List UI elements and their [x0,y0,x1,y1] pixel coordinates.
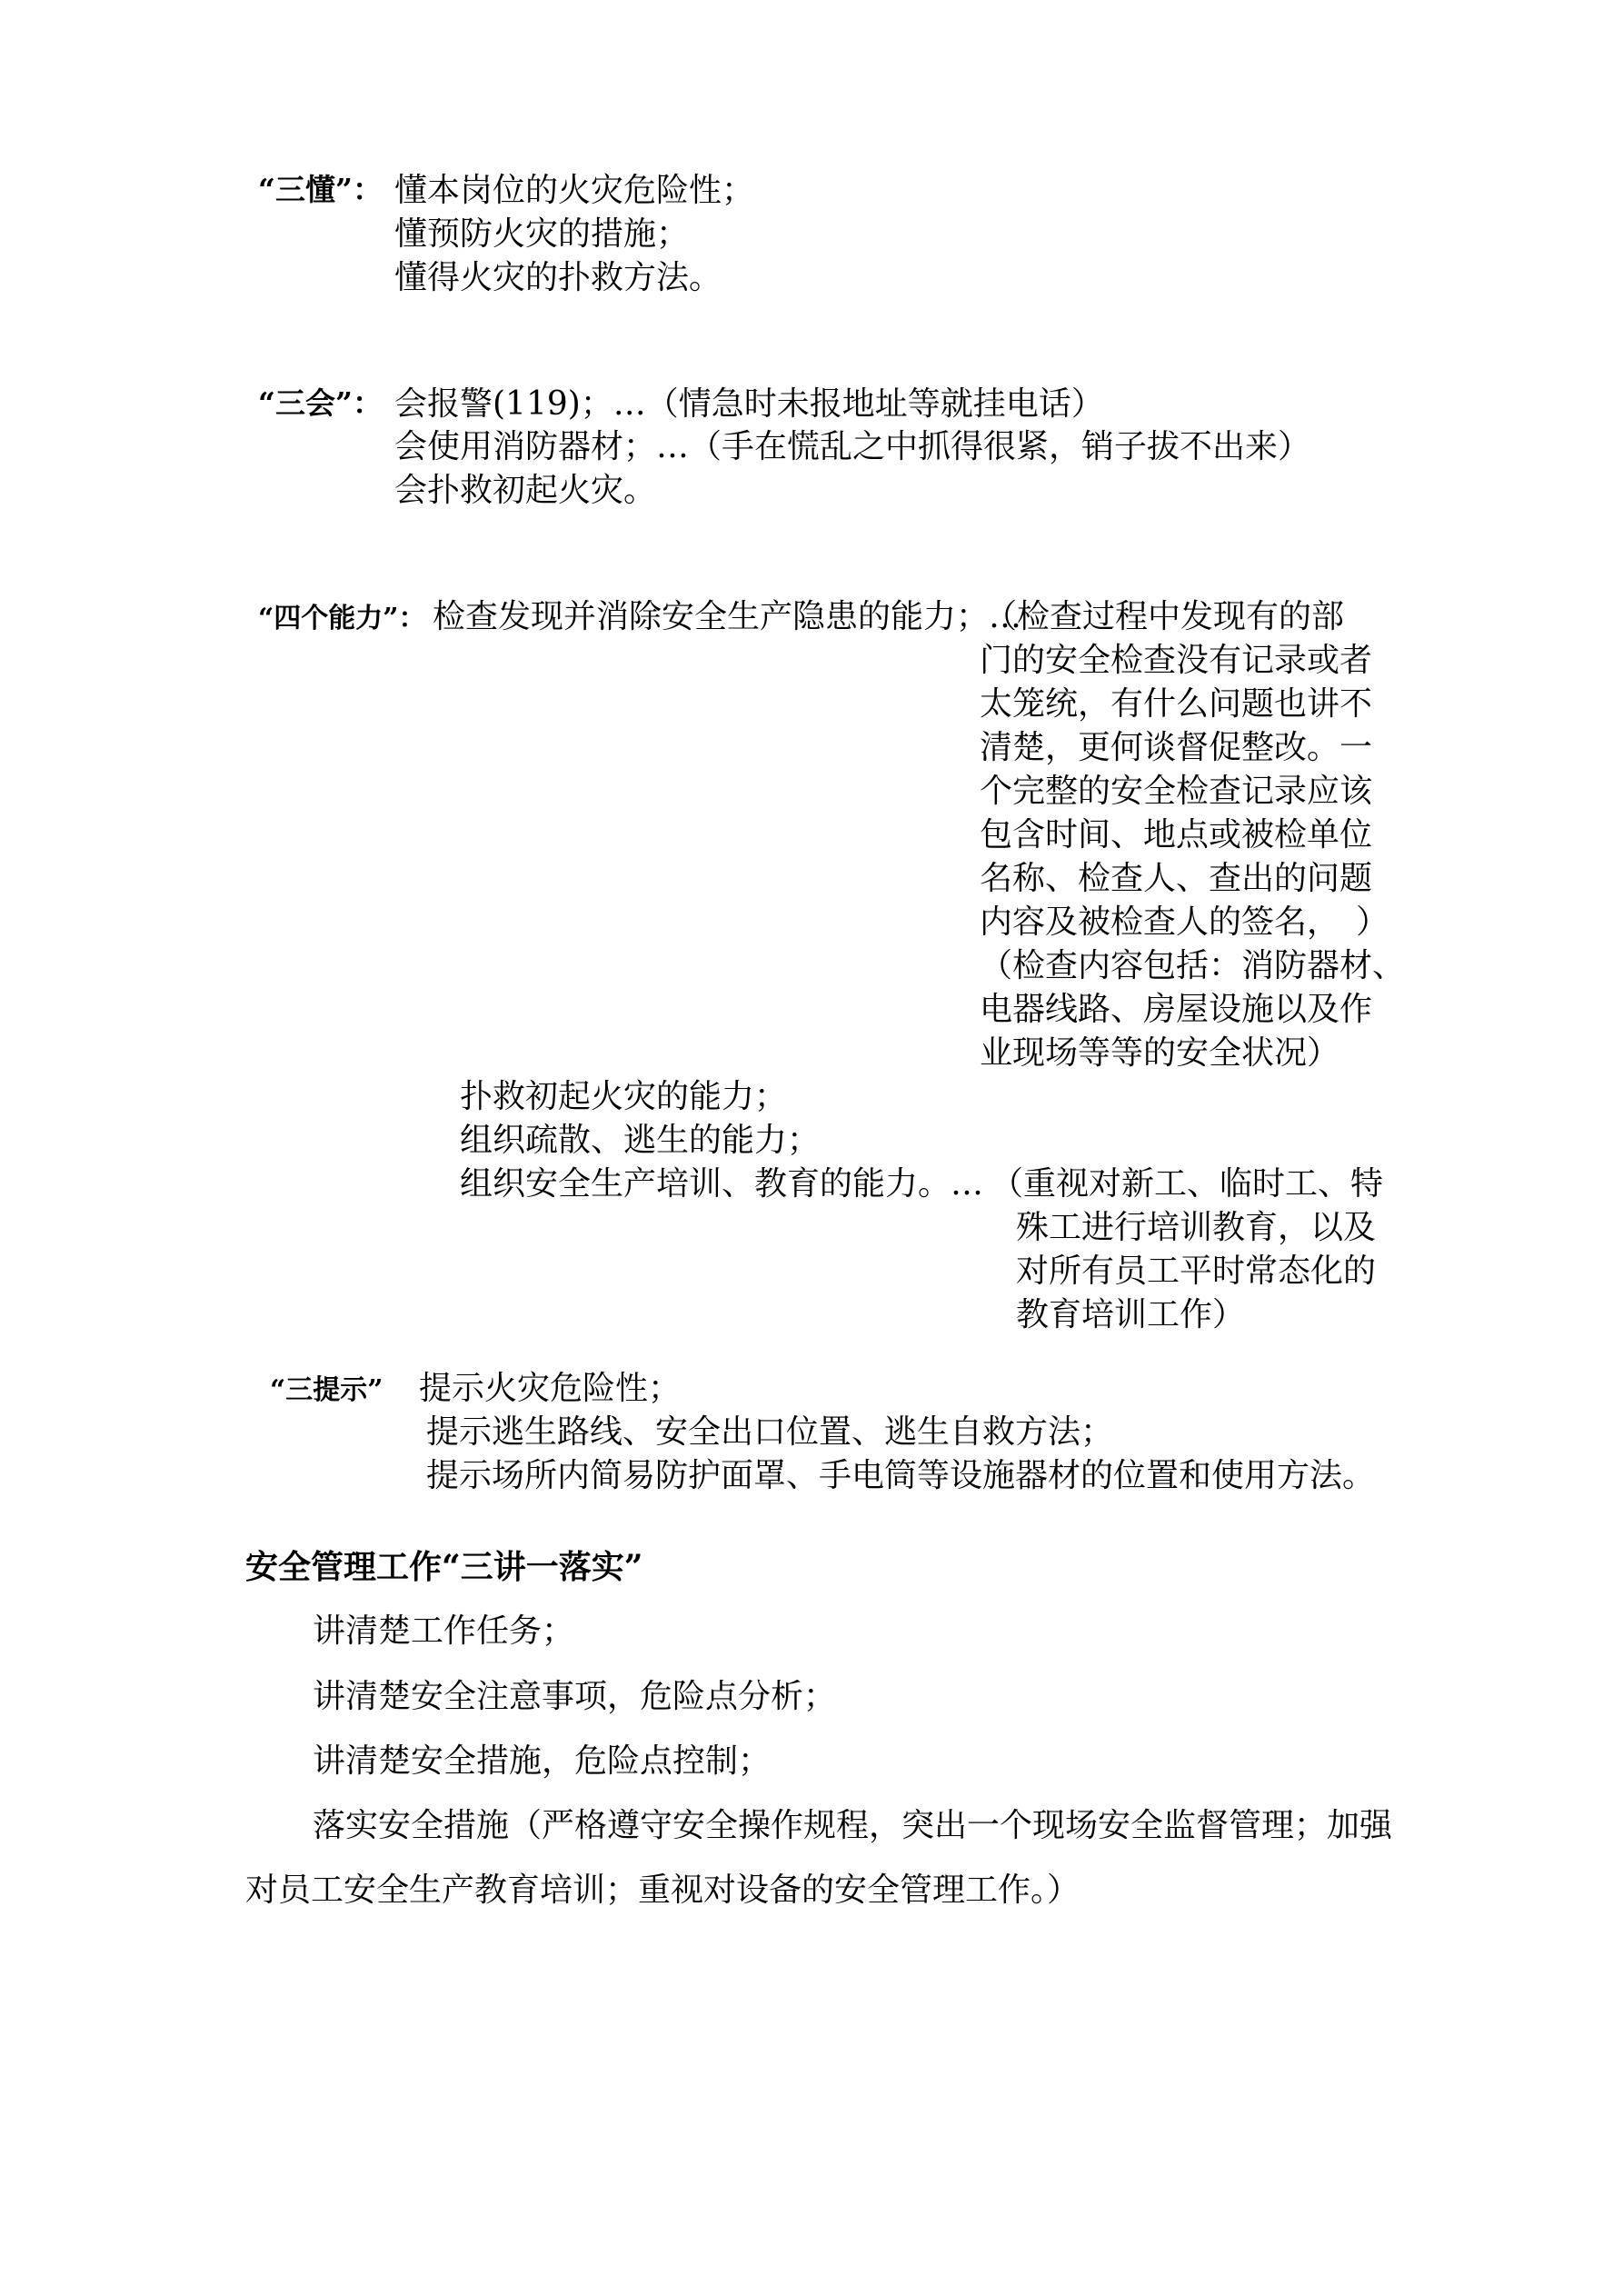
nengli-item-4-note: 对所有员工平时常态化的 [1016,1253,1377,1290]
guanli-item: 讲清楚安全注意事项，危险点分析； [313,1678,837,1715]
nengli-item-4: 组织安全生产培训、教育的能力。… [460,1165,984,1203]
nengli-item-1-note: （检查过程中发现有的部 [984,598,1345,635]
nengli-item-1: 检查发现并消除安全生产隐患的能力；… [433,598,1022,635]
san-hui-item: 会使用消防器材；…（手在慌乱之中抓得很紧，销子拔不出来） [394,428,1311,465]
nengli-item-1-note: 内容及被检查人的签名， ） [980,903,1389,941]
san-tishi-label: “三提示” [270,1374,383,1406]
nengli-item-1-note: 清楚，更何谈督促整改。一 [980,729,1373,766]
nengli-item-3: 组织疏散、逃生的能力； [460,1122,821,1159]
san-hui-item: 会扑救初起火灾。 [394,472,657,509]
guanli-last-line: 对员工安全生产教育培训；重视对设备的安全管理工作。） [245,1872,1080,1909]
section-title: 安全管理工作“三讲一落实” [245,1548,643,1586]
nengli-item-1-note: 业现场等等的安全状况） [980,1034,1340,1072]
guanli-item: 讲清楚工作任务； [313,1612,575,1650]
san-tishi-item: 提示火灾危险性； [419,1370,682,1407]
san-dong-label: “三懂”： [258,172,383,207]
nengli-item-1-note: 太笼统，有什么问题也讲不 [980,685,1373,723]
san-tishi-item: 提示逃生路线、安全出口位置、逃生自救方法； [426,1413,1114,1451]
nengli-item-1-note: 电器线路、房屋设施以及作 [980,991,1373,1028]
guanli-last-line: 落实安全措施（严格遵守安全操作规程，突出一个现场安全监督管理；加强 [313,1807,1393,1844]
nengli-item-1-note: 门的安全检查没有记录或者 [980,642,1373,679]
san-dong-item: 懂得火灾的扑救方法。 [394,259,722,296]
nengli-item-2: 扑救初起火灾的能力； [460,1078,788,1115]
san-hui-item: 会报警(119)；…（情急时未报地址等就挂电话） [394,385,1104,423]
nengli-item-1-note: 个完整的安全检查记录应该 [980,773,1373,810]
nengli-item-4-note: 殊工进行培训教育，以及 [1016,1209,1377,1246]
san-dong-item: 懂预防火灾的措施； [394,215,690,253]
nengli-item-4-note: （重视对新工、临时工、特 [991,1165,1384,1203]
san-dong-item: 懂本岗位的火灾危险性； [394,172,755,209]
si-ge-nengli-label: “四个能力”： [258,603,426,634]
nengli-item-1-note: 包含时间、地点或被检单位 [980,816,1373,854]
san-tishi-item: 提示场所内简易防护面罩、手电筒等设施器材的位置和使用方法。 [426,1457,1376,1494]
nengli-item-4-note: 教育培训工作） [1016,1296,1246,1333]
nengli-item-1-note: （检查内容包括：消防器材、 [980,947,1406,984]
guanli-item: 讲清楚安全措施，危险点控制； [313,1742,772,1780]
san-hui-label: “三会”： [258,385,383,421]
nengli-item-1-note: 名称、检查人、查出的问题 [980,860,1373,897]
